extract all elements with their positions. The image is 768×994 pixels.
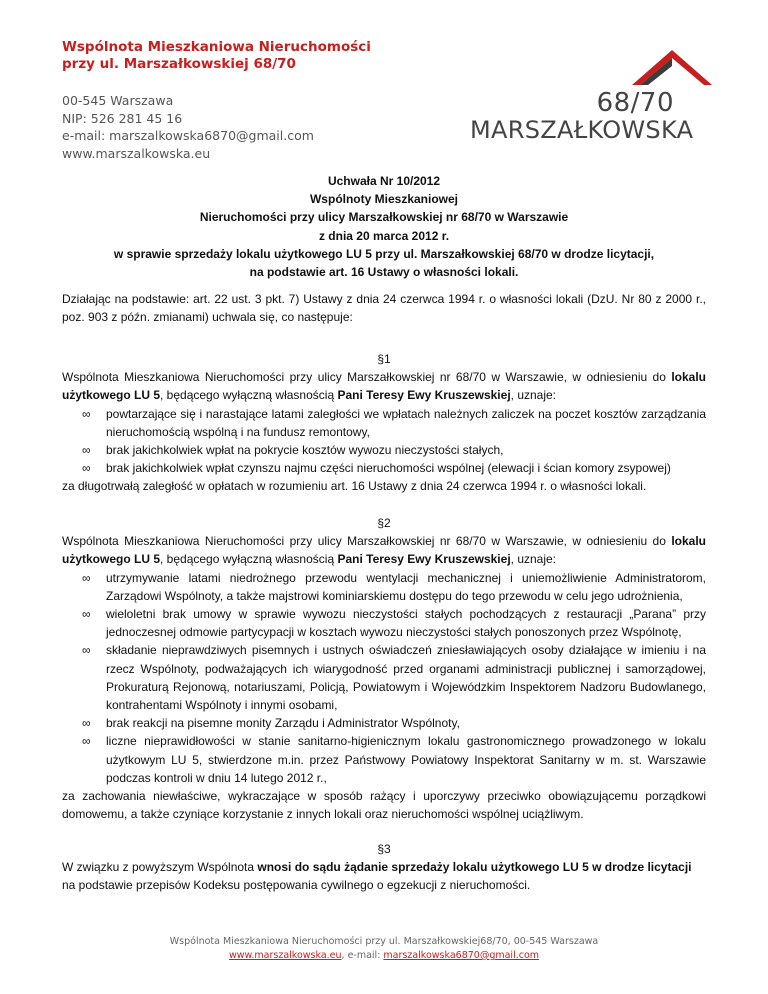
bullet-icon: ∞ <box>82 716 91 731</box>
page-footer <box>0 935 768 963</box>
section-lead <box>62 532 706 568</box>
list-item <box>62 569 706 605</box>
organization-name <box>62 39 371 73</box>
bullet-icon: ∞ <box>82 443 91 458</box>
list-item-text: brak jakichkolwiek wpłat czynszu najmu części nieruchomości wspólnej (elewacji i ścian komory zsypowej) <box>106 461 671 476</box>
section-3 <box>62 840 706 895</box>
resolution-title <box>62 172 706 281</box>
footer-email-link[interactable]: marszalkowska6870@gmail.com <box>383 950 540 961</box>
title-line: Nieruchomości przy ulicy Marszałkowskiej nr 68/70 w Warszawie <box>199 210 569 225</box>
list-item <box>62 441 706 459</box>
bullet-icon: ∞ <box>82 607 91 622</box>
footer-separator: , e-mail: <box>341 950 384 961</box>
lead-unit: lokalu użytkowego LU 5 <box>62 370 706 403</box>
address: 00-545 Warszawa <box>62 93 174 108</box>
section-2 <box>62 514 706 823</box>
bullet-icon: ∞ <box>82 734 91 749</box>
title-line: z dnia 20 marca 2012 r. <box>318 228 450 243</box>
lead-text: Wspólnota Mieszkaniowa Nieruchomości przy ulicy Marszałkowskiej nr 68/70 w Warszawie, w odniesieniu do <box>62 370 672 385</box>
list-item-text: brak reakcji na pisemne monity Zarządu i Administrator Wspólnoty, <box>106 716 460 731</box>
email: e-mail: marszalkowska6870@gmail.com <box>62 128 314 143</box>
lead-text: , uznaje: <box>510 552 557 567</box>
logo <box>462 40 722 150</box>
list-item-text: powtarzające się i narastające latami zaległości we wpłatach należnych zaliczek na poczet kosztów zarządzania nieruchomością wspólną i na fundusz remontowy, <box>106 406 706 439</box>
website: www.marszalkowska.eu <box>62 145 211 161</box>
title-line: Wspólnoty Mieszkaniowej <box>309 192 459 207</box>
contact-block <box>62 92 314 162</box>
org-name-line1: Wspólnota Mieszkaniowa Nieruchomości <box>62 39 371 55</box>
section-closing: za długotrwałą zaległość w opłatach w rozumieniu art. 16 Ustawy z dnia 24 czerwca 1994 r. o własności lokali. <box>62 479 647 494</box>
bullet-icon: ∞ <box>82 461 91 476</box>
lead-owner: Pani Teresy Ewy Kruszewskiej <box>337 552 511 567</box>
lead-text: , będącego wyłączną własnością <box>160 552 338 567</box>
section-heading: §1 <box>377 352 391 366</box>
bullet-icon: ∞ <box>82 406 91 421</box>
section-text-bold: wnosi do sądu żądanie sprzedaży lokalu użytkowego LU 5 w drodze licytacji <box>257 860 692 875</box>
lead-text: , uznaje: <box>510 388 557 403</box>
bullet-list <box>62 405 706 478</box>
lead-owner: Pani Teresy Ewy Kruszewskiej <box>337 388 511 403</box>
list-item-text: utrzymywanie latami niedrożnego przewodu wentylacji mechanicznej i uniemożliwienie Administratorom, Zarządowi Wspólnoty, a także majstrowi kominiarskiemu dostępu do tego przewodu w celu jego udrożnienia, <box>106 570 706 603</box>
lead-text: Wspólnota Mieszkaniowa Nieruchomości przy ulicy Marszałkowskiej nr 68/70 w Warszawie, w odniesieniu do <box>62 534 672 549</box>
section-text-part: na podstawie przepisów Kodeksu postępowania cywilnego o egzekucji z nieruchomości. <box>62 878 531 893</box>
intro-paragraph: Działając na podstawie: art. 22 ust. 3 pkt. 7) Ustawy z dnia 24 czerwca 1994 r. o własności lokali (DzU. Nr 80 z 2000 r., poz. 903 z późn. zmianami) uchwala się, co następuje: <box>62 292 706 325</box>
title-line: na podstawie art. 16 Ustawy o własności lokali. <box>249 265 519 280</box>
list-item-text: wieloletni brak umowy w sprawie wywozu nieczystości stałych pochodzących z restauracji „Parana” przy jednoczesnej odmowie partycypacji w kosztach wywozu nieczystości stałych ponoszonych przez Wspólnotę, <box>106 607 706 640</box>
section-lead <box>62 368 706 404</box>
list-item-text: składanie nieprawdziwych pisemnych i ustnych oświadczeń zniesławiających osoby działające w imieniu i na rzecz Wspólnoty, podważających ich wiarygodność przed organami administracji publicznej i samorządowej, Prokuraturą Rejonową, notariuszami, Policją, Powiatowym i Wojewódzkim Inspektorem Nadzoru Budowlanego, kontrahentami Wspólnoty i innymi osobami, <box>106 643 706 713</box>
list-item-text: liczne nieprawidłowości w stanie sanitarno-higienicznym lokalu gastronomicznego prowadzonego w lokalu użytkowym LU 5, stwierdzone m.in. przez Państwowy Powiatowy Inspektorat Sanitarny w m. st. Warszawie podczas kontroli w dniu 14 lutego 2012 r., <box>106 734 706 785</box>
section-1 <box>62 350 706 496</box>
footer-website-link[interactable]: www.marszalkowska.eu <box>228 950 342 961</box>
section-heading: §3 <box>377 842 391 856</box>
lead-unit: lokalu użytkowego LU 5 <box>62 534 706 567</box>
footer-links <box>0 949 768 963</box>
list-item <box>62 641 706 714</box>
org-name-line2: przy ul. Marszałkowskiej 68/70 <box>62 56 296 72</box>
list-item <box>62 605 706 641</box>
lead-text: , będącego wyłączną własnością <box>160 388 338 403</box>
list-item-text: brak jakichkolwiek wpłat na pokrycie kosztów wywozu nieczystości stałych, <box>106 443 504 458</box>
list-item <box>62 732 706 787</box>
nip: NIP: 526 281 45 16 <box>62 110 183 126</box>
title-line: w sprawie sprzedaży lokalu użytkowego LU 5 przy ul. Marszałkowskiej 68/70 w drodze licytacji, <box>113 246 655 261</box>
logo-name: MARSZAŁKOWSKA <box>470 116 694 144</box>
section-closing: za zachowania niewłaściwe, wykraczające w sposób rażący i uporczywy przeciwko obowiązującemu porządkowi domowemu, a także czyniące korzystanie z innych lokali oraz nieruchomości wspólnej uciążliwym. <box>62 789 706 822</box>
section-text <box>62 858 706 894</box>
bullet-icon: ∞ <box>82 570 91 585</box>
logo-number: 68/70 <box>596 88 674 118</box>
list-item <box>62 459 706 477</box>
title-line: Uchwała Nr 10/2012 <box>327 174 441 188</box>
section-text-part: W związku z powyższym Wspólnota <box>62 860 258 875</box>
list-item <box>62 714 706 732</box>
list-item <box>62 405 706 441</box>
footer-address: Wspólnota Mieszkaniowa Nieruchomości przy ul. Marszałkowskiej68/70, 00-545 Warszawa <box>169 936 599 947</box>
bullet-icon: ∞ <box>82 643 91 658</box>
section-heading: §2 <box>377 516 391 530</box>
bullet-list <box>62 569 706 787</box>
